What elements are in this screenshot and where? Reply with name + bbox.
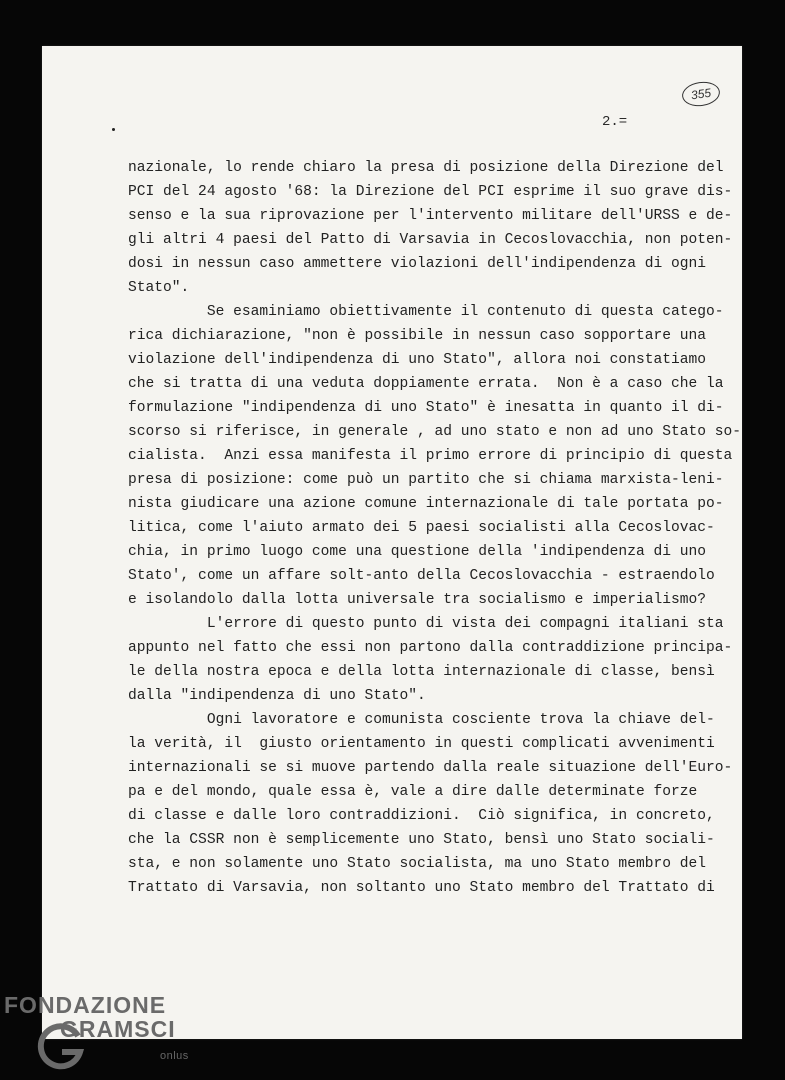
text-line: appunto nel fatto che essi non partono dalla contraddizione principa-	[128, 640, 733, 656]
text-line: Ogni lavoratore e comunista cosciente trova la chiave del-	[128, 712, 715, 728]
text-line: senso e la sua riprovazione per l'intervento militare dell'URSS e de-	[128, 208, 733, 224]
archive-stamp: 355	[681, 79, 722, 108]
text-line: dosi in nessun caso ammettere violazioni dell'indipendenza di ogni	[128, 256, 707, 272]
margin-dot	[112, 128, 115, 131]
text-line: le della nostra epoca e della lotta internazionale di classe, bensì	[128, 664, 715, 680]
text-line: dalla "indipendenza di uno Stato".	[128, 688, 426, 704]
text-line: presa di posizione: come può un partito che si chiama marxista-leni-	[128, 472, 724, 488]
text-line: che si tratta di una veduta doppiamente errata. Non è a caso che la	[128, 376, 724, 392]
text-line: di classe e dalle loro contraddizioni. Ciò significa, in concreto,	[128, 808, 715, 824]
text-line: L'errore di questo punto di vista dei compagni italiani sta	[128, 616, 724, 632]
text-line: che la CSSR non è semplicemente uno Stato, bensì uno Stato sociali-	[128, 832, 715, 848]
page-number: 2.=	[602, 114, 628, 130]
watermark-sub: onlus	[160, 1050, 189, 1062]
text-line: scorso si riferisce, in generale , ad uno stato e non ad uno Stato so-	[128, 424, 742, 440]
text-line: gli altri 4 paesi del Patto di Varsavia in Cecoslovacchia, non poten-	[128, 232, 733, 248]
document-body	[128, 156, 742, 900]
document-page	[42, 46, 742, 1039]
text-line: Trattato di Varsavia, non soltanto uno Stato membro del Trattato di	[128, 880, 715, 896]
text-line: sta, e non solamente uno Stato socialista, ma uno Stato membro del	[128, 856, 707, 872]
text-line: litica, come l'aiuto armato dei 5 paesi socialisti alla Cecoslovac-	[128, 520, 715, 536]
watermark-line1: FONDAZIONE	[4, 992, 167, 1018]
text-line: pa e del mondo, quale essa è, vale a dire dalle determinate forze	[128, 784, 698, 800]
text-line: e isolandolo dalla lotta universale tra socialismo e imperialismo?	[128, 592, 707, 608]
text-line: internazionali se si muove partendo dalla reale situazione dell'Euro-	[128, 760, 733, 776]
watermark-line2: GRAMSCI	[60, 1016, 176, 1042]
text-line: rica dichiarazione, "non è possibile in nessun caso sopportare una	[128, 328, 707, 344]
text-line: chia, in primo luogo come una questione della 'indipendenza di uno	[128, 544, 707, 560]
text-line: Se esaminiamo obiettivamente il contenuto di questa catego-	[128, 304, 724, 320]
text-line: nista giudicare una azione comune internazionale di tale portata po-	[128, 496, 724, 512]
text-line: nazionale, lo rende chiaro la presa di posizione della Direzione del	[128, 160, 724, 176]
text-line: cialista. Anzi essa manifesta il primo errore di principio di questa	[128, 448, 733, 464]
text-line: formulazione "indipendenza di uno Stato" è inesatta in quanto il di-	[128, 400, 724, 416]
text-line: PCI del 24 agosto '68: la Direzione del PCI esprime il suo grave dis-	[128, 184, 733, 200]
text-line: Stato".	[128, 280, 190, 296]
text-line: Stato', come un affare solt-anto della Cecoslovacchia - estraendolo	[128, 568, 715, 584]
text-line: violazione dell'indipendenza di uno Stato", allora noi constatiamo	[128, 352, 707, 368]
text-line: la verità, il giusto orientamento in questi complicati avvenimenti	[128, 736, 715, 752]
